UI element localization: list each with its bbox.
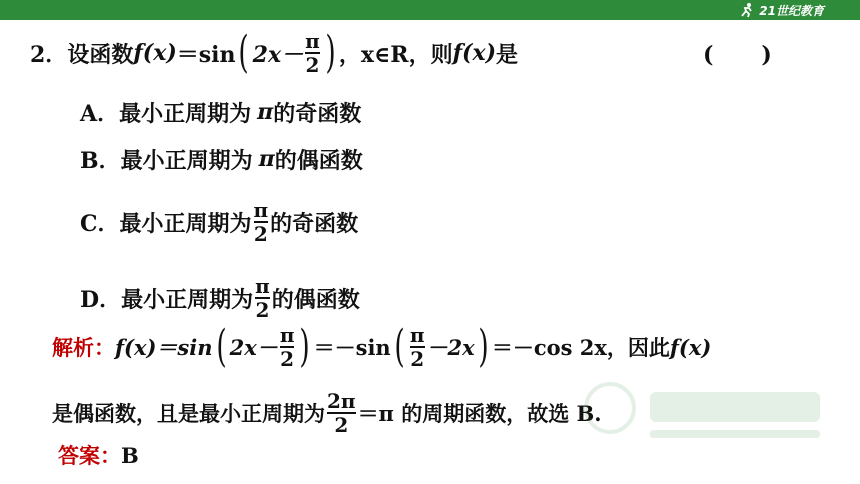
blank-open-paren: ( — [703, 42, 714, 68]
analysis-frac2-num: π — [409, 323, 425, 347]
option-a-text-before: 最小正周期为 — [119, 100, 252, 127]
analysis-line2-b: ＝π 的周期函数，故选 B. — [357, 401, 602, 426]
option-b-text-before: 最小正周期为 — [120, 147, 253, 174]
runner-logo-icon — [739, 2, 755, 18]
watermark-logo-icon — [570, 378, 830, 448]
logo — [739, 1, 824, 19]
option-d-text-after: 的偶函数 — [271, 286, 360, 313]
option-d-label: D． — [80, 286, 122, 313]
header-bar — [0, 0, 860, 20]
answer-line — [58, 440, 139, 470]
analysis-p6: f(x) — [669, 334, 712, 360]
question-domain: ，x∈R，则 — [338, 41, 453, 68]
analysis-p1: f(x)＝sin — [115, 335, 213, 360]
answer-value: B — [121, 442, 139, 468]
analysis-fraction-2 — [410, 325, 425, 369]
option-c-frac-den: 2 — [253, 222, 268, 246]
option-b-text-after: 的偶函数 — [274, 147, 363, 174]
option-a-pi: π — [257, 99, 274, 125]
analysis-fraction-3 — [327, 391, 356, 435]
analysis-frac1-num: π — [279, 323, 295, 347]
option-c-frac-num: π — [253, 198, 269, 222]
answer-blank — [703, 40, 772, 70]
option-b-pi: π — [258, 146, 275, 172]
question-eq: ＝sin — [176, 41, 236, 68]
analysis-label: 解析： — [52, 335, 115, 360]
question-line — [30, 27, 518, 79]
analysis-p2: 2x－ — [229, 335, 278, 360]
frac-numerator: π — [305, 29, 320, 53]
option-c-text-before: 最小正周期为 — [119, 210, 252, 237]
option-b-label: B． — [80, 147, 121, 174]
right-paren: ) — [325, 27, 336, 78]
option-c-text-after: 的奇函数 — [270, 210, 359, 237]
logo-text: 21世纪教育 — [759, 3, 824, 18]
question-lead: 设函数 — [67, 41, 134, 68]
analysis-frac1-den: 2 — [280, 347, 295, 371]
option-d-frac-den: 2 — [255, 298, 270, 322]
option-c-fraction — [254, 200, 269, 244]
option-c — [80, 196, 358, 248]
option-a-label: A． — [80, 100, 120, 127]
analysis-frac3-den: 2 — [334, 413, 349, 437]
analysis-line-1: 解析： f(x)＝sin ( 2x－ $\frac{\pi}{2}$ ) ＝－sin ( $\frac{\pi}{2}$ －2x ) ＝－cos 2x，因此 f(x) — [52, 321, 712, 372]
option-d-frac-num: π — [255, 274, 270, 298]
analysis-p4: －2x — [426, 335, 475, 360]
question-number: 2． — [30, 41, 68, 68]
analysis-frac2-den: 2 — [410, 347, 425, 371]
option-d — [80, 272, 360, 324]
analysis-line-2 — [52, 388, 602, 438]
option-a — [80, 96, 361, 128]
frac-denominator: 2 — [305, 53, 320, 77]
question-tail-fx: f(x) — [452, 40, 496, 66]
left-paren: ( — [238, 27, 250, 78]
question-tail-is: 是 — [496, 41, 519, 68]
question-arg: 2x－ — [252, 41, 304, 68]
pi-over-2-fraction — [305, 31, 320, 75]
option-d-text-before: 最小正周期为 — [121, 286, 254, 313]
analysis-p3: ＝－sin — [313, 335, 391, 360]
analysis-fraction-1 — [280, 325, 295, 369]
option-c-label: C． — [80, 210, 120, 237]
option-b — [80, 143, 363, 175]
option-a-text-after: 的奇函数 — [273, 100, 362, 127]
question-fx: f(x) — [133, 40, 177, 66]
answer-label: 答案： — [58, 443, 121, 468]
analysis-p5: ＝－cos 2x，因此 — [491, 335, 670, 360]
analysis-frac3-num: 2π — [327, 389, 356, 413]
option-d-fraction — [255, 276, 270, 320]
analysis-line2-a: 是偶函数，且是最小正周期为 — [52, 401, 325, 426]
blank-close-paren: ) — [761, 42, 772, 68]
